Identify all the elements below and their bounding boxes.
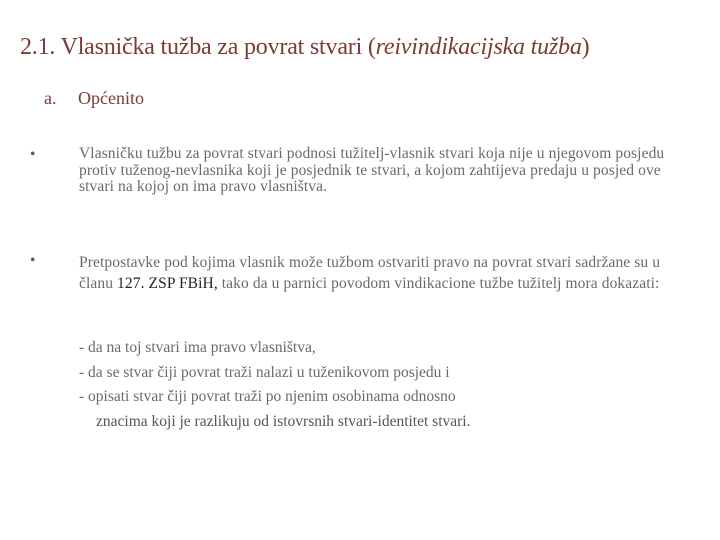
requirements-list <box>79 336 689 434</box>
title-main: 2.1. Vlasnička tužba za povrat stvari ( <box>20 34 376 60</box>
title-italic: reivindikacijska tužba <box>375 34 582 60</box>
subtitle-text: Općenito <box>78 88 144 108</box>
list-item: - opisati stvar čiji povrat traži po njenim osobinama odnosno <box>79 388 456 405</box>
subtitle-marker: a. <box>44 88 57 108</box>
title-close: ) <box>581 34 590 60</box>
paragraph-2-after: tako da u parnici povodom vindikacione tužbe tužitelj mora dokazati: <box>217 275 660 292</box>
law-reference: 127. ZSP FBiH, <box>117 275 218 292</box>
paragraph-2-before: Pretpostavke pod kojima vlasnik može tužbom ostvariti pravo na povrat stvari sadržane su u članu <box>79 254 661 292</box>
list-item: - da se stvar čiji povrat traži nalazi u tuženikovom posjedu i <box>79 363 450 381</box>
paragraph-2 <box>79 252 689 294</box>
bullet-1-symbol: • <box>30 146 36 163</box>
section-subtitle <box>44 88 144 109</box>
list-item: - da na toj stvari ima pravo vlasništva, <box>79 339 316 356</box>
slide-title <box>20 34 589 61</box>
list-item-continuation: znacima koji je razlikuju od istovrsnih stvari-identitet stvari. <box>96 412 471 430</box>
bullet-2-symbol: • <box>30 252 36 269</box>
paragraph-1: Vlasničku tužbu za povrat stvari podnosi tužitelj-vlasnik stvari koja nije u njegovom posjedu protiv tuženog-nevlasnika koji je posjednik te stvari, a kojom zahtijeva predaju u posjed ove stvari na kojoj on ima pravo vlasništva. <box>79 145 665 195</box>
